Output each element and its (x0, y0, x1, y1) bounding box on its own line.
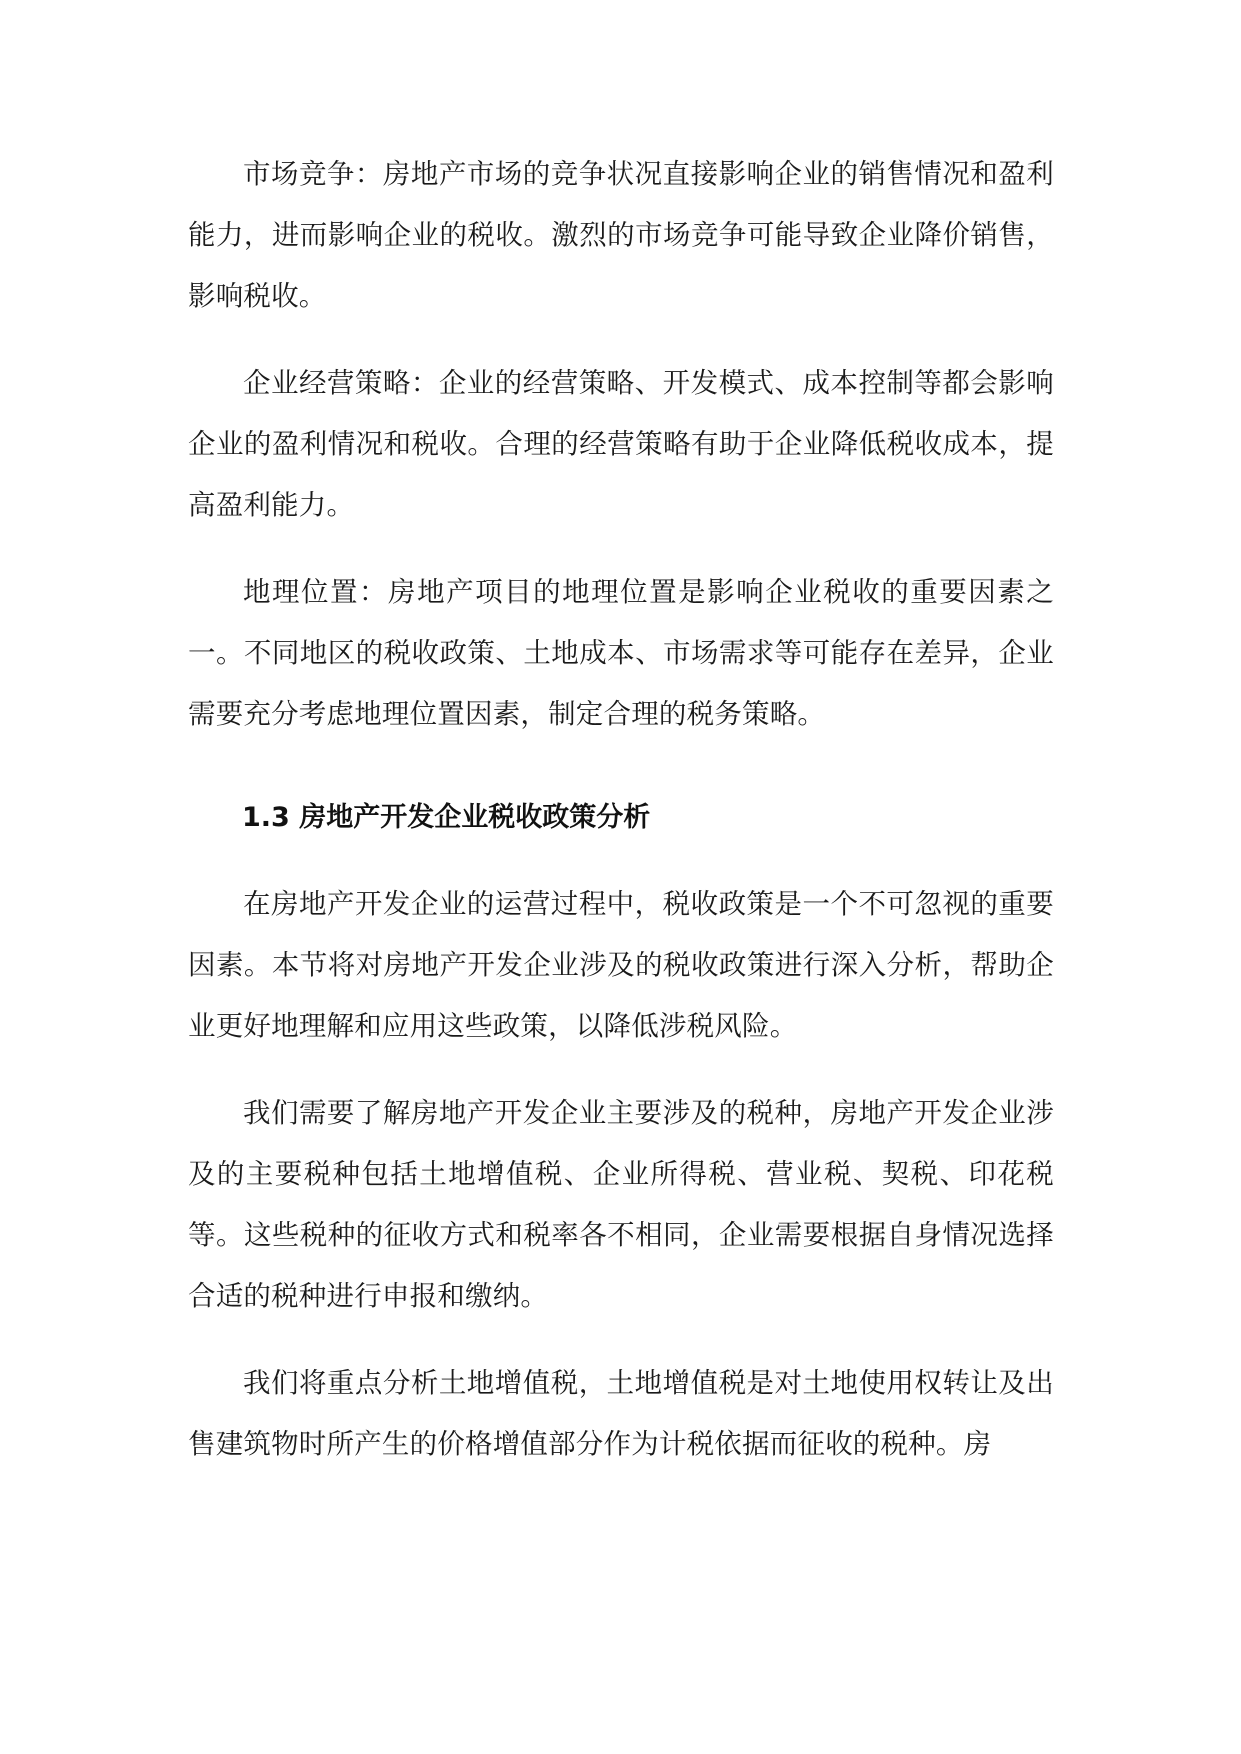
paragraph-business-strategy: 企业经营策略：企业的经营策略、开发模式、成本控制等都会影响企业的盈利情况和税收。合理的经营策略有助于企业降低税收成本，提高盈利能力。 (188, 367, 1054, 521)
section-heading: 1.3 房地产开发企业税收政策分析 (242, 802, 651, 833)
paragraph-market-competition: 市场竞争：房地产市场的竞争状况直接影响企业的销售情况和盈利能力，进而影响企业的税收。激烈的市场竞争可能导致企业降价销售，影响税收。 (188, 158, 1054, 312)
paragraph-land-value-added-tax: 我们将重点分析土地增值税，土地增值税是对土地使用权转让及出售建筑物时所产生的价格增值部分作为计税依据而征收的税种。房 (188, 1367, 1054, 1460)
paragraph-tax-policy-intro: 在房地产开发企业的运营过程中，税收政策是一个不可忽视的重要因素。本节将对房地产开发企业涉及的税收政策进行深入分析，帮助企业更好地理解和应用这些政策，以降低涉税风险。 (188, 888, 1054, 1042)
paragraph-main-tax-types: 我们需要了解房地产开发企业主要涉及的税种，房地产开发企业涉及的主要税种包括土地增值税、企业所得税、营业税、契税、印花税等。这些税种的征收方式和税率各不相同，企业需要根据自身情况选择合适的税种进行申报和缴纳。 (188, 1097, 1054, 1312)
paragraph-geographic-location: 地理位置：房地产项目的地理位置是影响企业税收的重要因素之一。不同地区的税收政策、土地成本、市场需求等可能存在差异，企业需要充分考虑地理位置因素，制定合理的税务策略。 (188, 576, 1054, 730)
document-body (188, 144, 1054, 1475)
